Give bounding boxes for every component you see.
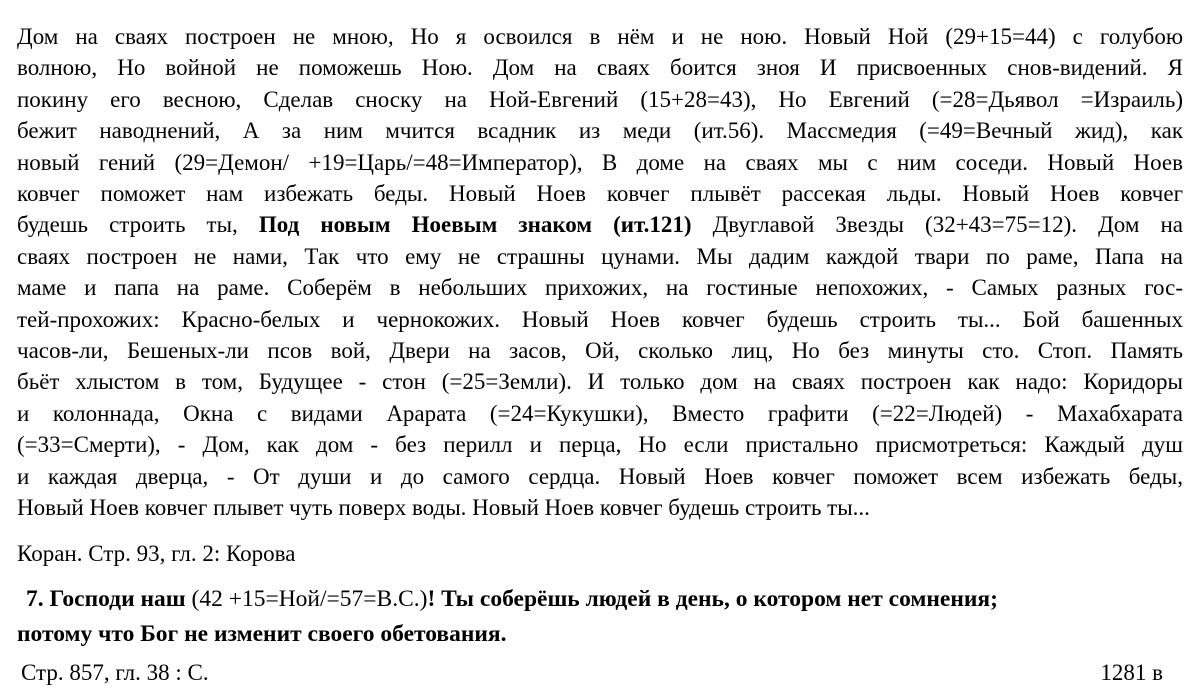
poem-line (17, 398, 1183, 429)
poem-line (17, 84, 1183, 115)
poem-line (17, 366, 1183, 397)
poem-text-segment: и каждая дверца, - От души и до самого сердца. Новый Ноев ковчег поможет всем избежать беды, (17, 463, 1183, 489)
poem-line (17, 209, 1183, 240)
page-reference: Стр. 857, гл. 38 : С. (21, 659, 209, 685)
poem-line (17, 21, 1183, 52)
poem-line (17, 304, 1183, 335)
quran-verse-paragraph (17, 582, 1183, 652)
poem-text-segment: часов-ли, Бешеных-ли псов вой, Двери на засов, Ой, сколько лиц, Но без минуты сто. Стоп. Память (17, 338, 1183, 364)
poem-text-segment: ковчег поможет нам избежать беды. Новый Ноев ковчег плывёт рассекая льды. Новый Ноев ковчег (17, 181, 1183, 207)
poem-line (17, 272, 1183, 303)
poem-text-segment: сваях построен не нами, Так что ему не страшны цунами. Мы дадим каждой твари по раме, Папа на (17, 243, 1183, 269)
poem-line (17, 335, 1183, 366)
verse-text-segment: (42 +15=Ной/=57=В.С.) (191, 585, 428, 612)
poem-text-segment: (=33=Смерти), - Дом, как дом - без перилл и перца, Но если пристально присмотреться: Каждый душ (17, 432, 1183, 458)
poem-text-segment: маме и папа на раме. Соберём в небольших прихожих, на гостиные непохожих, - Самых разных гос- (17, 275, 1183, 301)
poem-line (17, 492, 1183, 523)
poem-text-segment: бежит наводнений, А за ним мчится всадник из меди (ит.56). Массмедия (=49=Вечный жид), как (17, 118, 1183, 144)
poem-text-segment: новый гений (29=Демон/ +19=Царь/=48=Император), В доме на сваях мы с ним соседи. Новый Ноев (17, 149, 1183, 175)
verse-line (17, 617, 1183, 652)
poem-text-segment: тей-прохожих: Красно-белых и чернокожих. Новый Ноев ковчег будешь строить ты... Бой башенных (17, 306, 1183, 332)
poem-text-segment: и колоннада, Окна с видами Арарата (=24=Кукушки), Вместо графити (=22=Людей) - Махабхарата (17, 400, 1183, 426)
poem-line (17, 461, 1183, 492)
poem-line (17, 429, 1183, 460)
verse-text-segment: потому что Бог не изменит своего обетования. (17, 620, 507, 647)
poem-text-segment: Новый Ноев ковчег плывет чуть поверх воды. Новый Ноев ковчег будешь строить ты... (17, 495, 870, 521)
poem-text-segment: будешь строить ты, (17, 212, 259, 238)
poem-text-segment: Двуглавой Звезды (32+43=75=12). Дом на (691, 212, 1183, 238)
verse-text-segment: 7. Господи наш (26, 585, 192, 612)
poem-line (17, 178, 1183, 209)
poem-text-segment: покину его весною, Сделав сноску на Ной-Евгений (15+28=43), Но Евгений (=28=Дьявол =Израиль) (17, 86, 1183, 112)
verse-text-segment: ! Ты соберёшь людей в день, о котором нет сомнения; (427, 585, 998, 612)
page-number: 1281 в (1100, 659, 1163, 685)
verse-line (17, 582, 1183, 617)
poem-line (17, 241, 1183, 272)
poem-line (17, 147, 1183, 178)
poem-line (17, 52, 1183, 83)
poem-text-segment: Под новым Ноевым знаком (ит.121) (258, 212, 692, 238)
poem-line (17, 115, 1183, 146)
footer-row (17, 659, 1183, 687)
poem-paragraph (17, 21, 1183, 524)
poem-text-segment: бьёт хлыстом в том, Будущее - стон (=25=Земли). И только дом на сваях построен как надо: Коридоры (17, 369, 1183, 395)
koran-reference: Коран. Стр. 93, гл. 2: Корова (17, 540, 296, 566)
poem-text-segment: Дом на сваях построен не мною, Но я освоился в нём и не ною. Новый Ной (29+15=44) с голубою (17, 24, 1183, 49)
poem-text-segment: волною, Но войной не поможешь Ною. Дом на сваях боится зноя И присвоенных снов-видений. Я (17, 55, 1183, 81)
